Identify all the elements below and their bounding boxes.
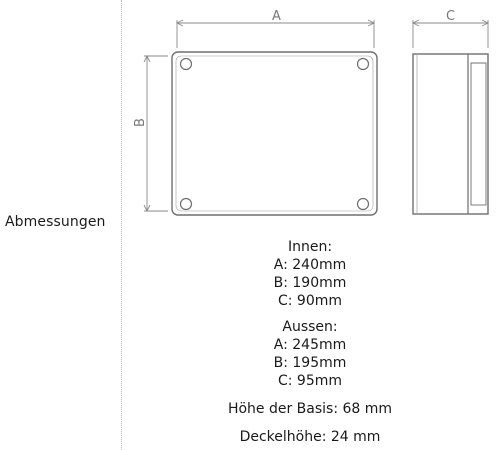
innen-c: C: 90mm	[277, 293, 343, 309]
innen-title: Innen:	[287, 239, 333, 255]
aussen-block	[210, 318, 410, 390]
column-divider	[121, 0, 122, 450]
innen-block	[210, 238, 410, 310]
label-column	[0, 0, 121, 450]
dimension-c	[413, 20, 488, 48]
dimension-c-label: C	[446, 9, 456, 24]
dimension-a-label: A	[272, 9, 281, 24]
base-height: Höhe der Basis: 68 mm	[227, 401, 393, 417]
screw-icon	[181, 199, 192, 210]
screw-icon	[181, 59, 192, 70]
dimension-specs	[210, 238, 410, 446]
screw-icon	[358, 59, 369, 70]
row-label-dimensions: Abmessungen	[5, 214, 106, 230]
dimension-a	[177, 20, 374, 48]
lid-height: Deckelhöhe: 24 mm	[239, 429, 381, 445]
innen-b: B: 190mm	[273, 275, 347, 291]
aussen-c: C: 95mm	[277, 373, 343, 389]
dimension-b	[144, 56, 168, 211]
screw-icon	[358, 199, 369, 210]
aussen-title: Aussen:	[282, 319, 338, 335]
innen-a: A: 240mm	[273, 257, 347, 273]
dimension-drawing	[130, 0, 500, 235]
front-view	[172, 52, 377, 215]
aussen-a: A: 245mm	[273, 337, 347, 353]
side-view	[413, 54, 488, 214]
aussen-b: B: 195mm	[273, 355, 347, 371]
dimension-b-label: B	[133, 118, 148, 127]
